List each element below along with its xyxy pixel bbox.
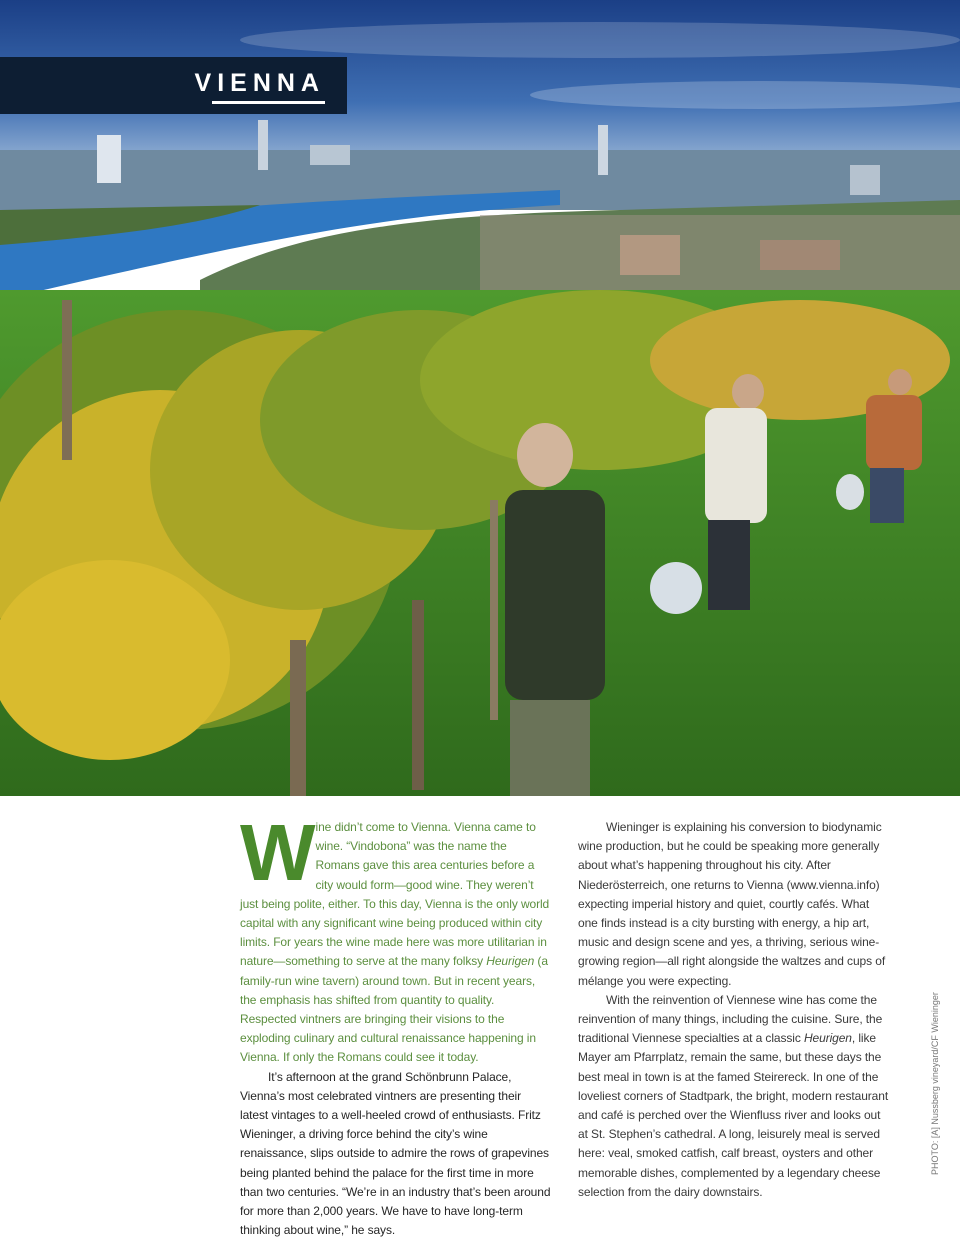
- banner-title: VIENNA: [194, 69, 325, 97]
- banner-underline: [212, 101, 325, 104]
- body-paragraph-2: It’s afternoon at the grand Schönbrunn Palace, Vienna’s most celebrated vintners are presenting their latest vintages to a well-heeled crowd of enthusiasts. Fritz Wieninger, a driving force behind the city’s wine renaissance, slips outside to admire the rows of grapevines being planted behind the palace for the first time in more than two centuries. “We’re in an industry that’s been around for more than 2,000 years. We have to have long-term thinking about wine,” he says.: [240, 1069, 551, 1238]
- photo-credit: PHOTO: [A] Nussberg vineyard/CF Wieninger: [930, 992, 940, 1175]
- para-4-text-1: With the reinvention of Viennese wine has come the reinvention of many things, including the cuisine. Sure, the traditional Viennese specialties at a classic: [578, 992, 883, 1046]
- body-paragraph-3: Wieninger is explaining his conversion to biodynamic wine production, but he could be speaking more generally about what’s happening throughout his city. After Niederösterreich, one returns to Vienna (www.vienna.info) expecting imperial history and quiet, courtly cafés. What one finds instead is a city bursting with energy, a hip art, music and design scene and yes, a thriving, serious wine-growing region—all right alongside the waltzes and cups of mélange you were expecting.: [578, 820, 886, 988]
- intro-text-2: (a family-run wine tavern) around town. But in recent years, the emphasis has shifted from quantity to quality. Respected vintners are bringing their visions to the exploding culinary and cultural renaissance happening in Vienna. If only the Romans could see it today.: [240, 954, 548, 1065]
- section-banner: [0, 57, 347, 114]
- intro-paragraph: [240, 808, 552, 1068]
- article-column-left: [240, 808, 552, 1240]
- para-4-text-2: , like Mayer am Pfarrplatz, remain the same, but these days the best meal in town is at the famed Steirereck. In one of the loveliest corners of Stadtpark, the bright, modern restaurant and café is perched over the Wienfluss river and looks out at St. Stephen’s cathedral. A long, leisurely meal is served here: veal, smoked catfish, calf breast, oysters and other memorable dishes, complemented by a legendary cheese selection from the dairy downstairs.: [578, 1031, 889, 1199]
- article-column-right: [578, 818, 890, 1202]
- intro-italic-term: Heurigen: [486, 954, 535, 969]
- para-4-italic-term: Heurigen: [803, 1031, 852, 1046]
- intro-text-1: ine didn’t come to Vienna. Vienna came to wine. “Vindobona” was the name the Romans gave this area centuries before a city would form—good wine. They weren’t just being polite, either. To this day, Vienna is the only world capital with any significant wine being produced within city limits. For years the wine made here was more utilitarian in nature—something to serve at the many folksy: [240, 820, 550, 969]
- drop-cap: W: [240, 808, 312, 897]
- body-paragraph-4: [578, 991, 890, 1202]
